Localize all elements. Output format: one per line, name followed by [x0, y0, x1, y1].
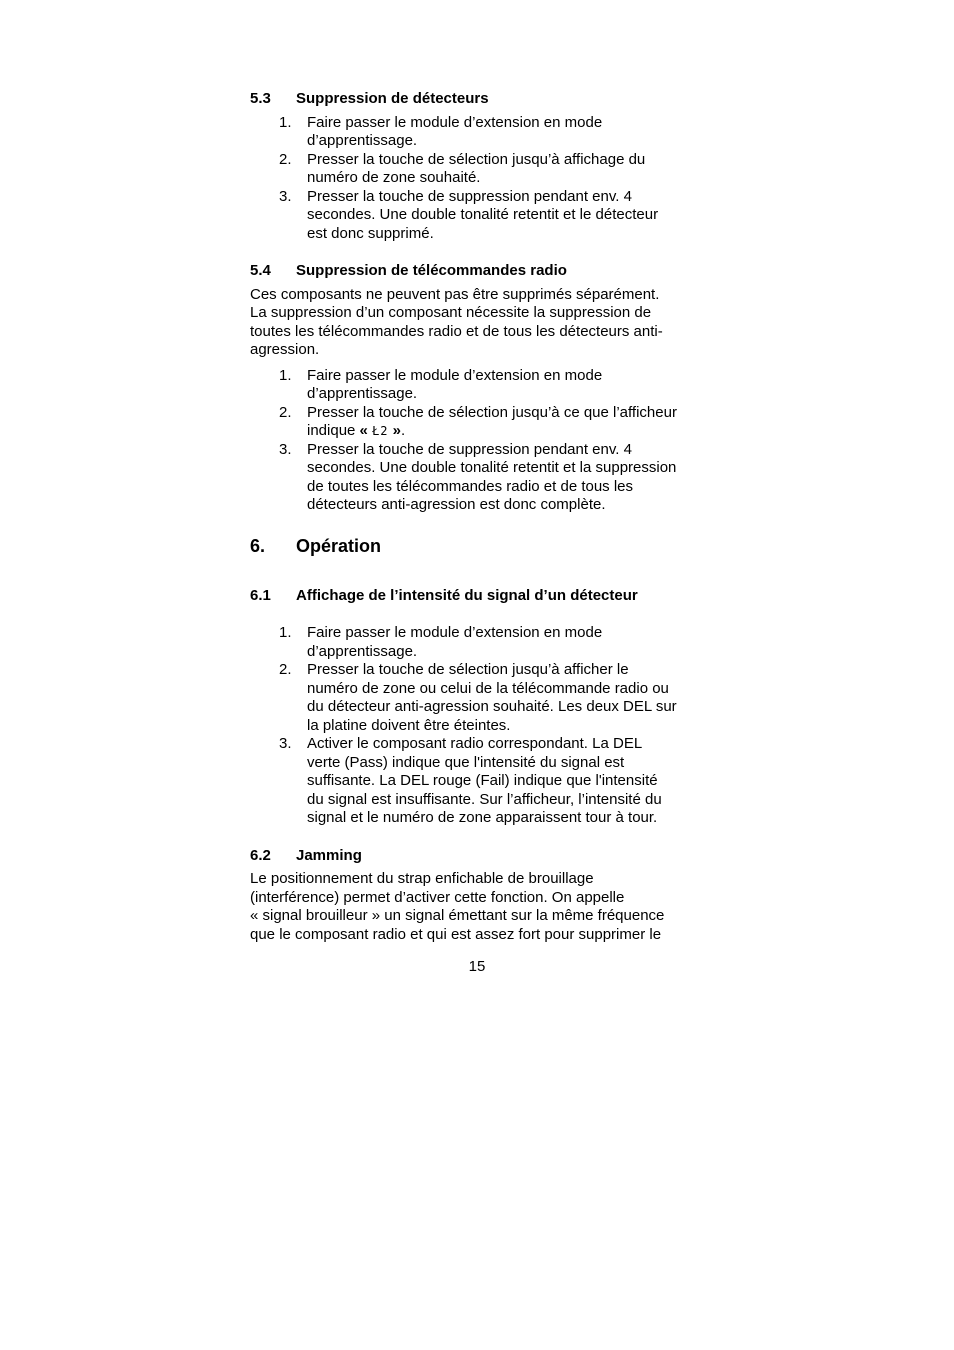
list-item: [250, 404, 710, 441]
list-line: Faire passer le module d’extension en mode: [307, 366, 603, 384]
list-line: d’apprentissage.: [307, 132, 418, 149]
list-line: la platine doivent être éteintes.: [307, 716, 511, 734]
section-title: Jamming: [296, 846, 362, 864]
section-title: Affichage de l’intensité du signal d’un détecteur: [296, 586, 638, 604]
list-line: détecteurs anti-agression est donc complète.: [307, 496, 606, 513]
section-6-heading: [250, 535, 710, 557]
list-line: secondes. Une double tonalité retentit et la suppression: [307, 459, 677, 476]
list-line: Activer le composant radio correspondant. La DEL: [307, 735, 643, 752]
list-line: est donc supprimé.: [307, 224, 434, 242]
section-6-2-paragraph: [250, 870, 710, 944]
list-line: [307, 422, 710, 441]
list-line: du signal est insuffisante. Sur l’afficheur, l’intensité du: [307, 790, 662, 808]
display-code: Ł2: [372, 424, 389, 438]
list-line: Faire passer le module d’extension en mode: [307, 113, 603, 131]
section-5-4-paragraph: [250, 286, 710, 360]
list-line: secondes. Une double tonalité retentit et le détecteur: [307, 206, 659, 223]
list-line: verte (Pass) indique que l'intensité du signal est: [307, 753, 625, 771]
section-number: 6.2: [250, 846, 271, 864]
list-line: d’apprentissage.: [307, 385, 418, 402]
section-number: 6.1: [250, 586, 271, 604]
list-number: 1.: [279, 366, 292, 384]
quote-open: «: [359, 422, 373, 439]
inline-text: .: [401, 422, 406, 439]
list-item: [250, 151, 710, 188]
list-line: Presser la touche de sélection jusqu’à affichage du: [307, 150, 646, 168]
section-5-3-heading: [250, 90, 710, 109]
section-number: 6.: [250, 535, 266, 556]
section-5-4-list: [250, 367, 710, 515]
section-number: 5.3: [250, 90, 271, 107]
list-item: [250, 367, 710, 404]
list-item: [250, 441, 710, 515]
section-5-4-heading: [250, 262, 710, 281]
list-number: 1.: [279, 624, 292, 641]
list-number: 3.: [279, 187, 292, 205]
list-line: de toutes les télécommandes radio et de tous les: [307, 477, 634, 495]
inline-text: indique: [307, 422, 360, 439]
list-item: [250, 624, 710, 661]
list-number: 2.: [279, 403, 292, 421]
list-line: Presser la touche de sélection jusqu’à ce que l’afficheur: [307, 403, 677, 421]
paragraph-line: « signal brouilleur » un signal émettant sur la même fréquence: [250, 907, 665, 924]
section-6-2-heading: [250, 847, 710, 866]
document-page: [250, 90, 710, 944]
list-line: numéro de zone souhaité.: [307, 169, 481, 186]
section-title: Opération: [296, 535, 382, 556]
list-number: 3.: [279, 735, 292, 752]
paragraph-line: Ces composants ne peuvent pas être supprimés séparément.: [250, 285, 660, 303]
paragraph-line: que le composant radio et qui est assez fort pour supprimer le: [250, 925, 662, 943]
list-line: suffisante. La DEL rouge (Fail) indique que l'intensité: [307, 772, 658, 789]
list-line: Presser la touche de suppression pendant env. 4: [307, 187, 632, 205]
section-title: Suppression de télécommandes radio: [296, 262, 567, 279]
list-line: numéro de zone ou celui de la télécommande radio ou: [307, 679, 669, 697]
paragraph-line: agression.: [250, 341, 320, 358]
section-title: Suppression de détecteurs: [296, 90, 489, 107]
section-number: 5.4: [250, 262, 271, 279]
list-item: [250, 114, 710, 151]
page-number: 15: [468, 958, 486, 975]
section-6-1-list: [250, 624, 710, 828]
list-item: [250, 735, 710, 828]
section-6-1-heading: [250, 587, 710, 606]
list-line: signal et le numéro de zone apparaissent tour à tour.: [307, 809, 658, 826]
section-5-3-list: [250, 114, 710, 244]
list-number: 2.: [279, 150, 292, 168]
list-line: d’apprentissage.: [307, 642, 418, 660]
paragraph-line: Le positionnement du strap enfichable de brouillage: [250, 870, 594, 887]
list-number: 2.: [279, 661, 292, 678]
paragraph-line: (interférence) permet d’activer cette fonction. On appelle: [250, 888, 625, 906]
list-item: [250, 661, 710, 735]
list-item: [250, 188, 710, 244]
paragraph-line: toutes les télécommandes radio et de tous les détecteurs anti-: [250, 322, 663, 340]
paragraph-line: La suppression d’un composant nécessite la suppression de: [250, 304, 652, 321]
list-line: Faire passer le module d’extension en mode: [307, 624, 603, 641]
list-number: 1.: [279, 113, 292, 131]
list-line: Presser la touche de sélection jusqu’à afficher le: [307, 661, 629, 678]
quote-close: »: [388, 422, 402, 439]
list-line: du détecteur anti-agression souhaité. Les deux DEL sur: [307, 698, 677, 715]
list-number: 3.: [279, 440, 292, 458]
list-line: Presser la touche de suppression pendant env. 4: [307, 440, 632, 458]
